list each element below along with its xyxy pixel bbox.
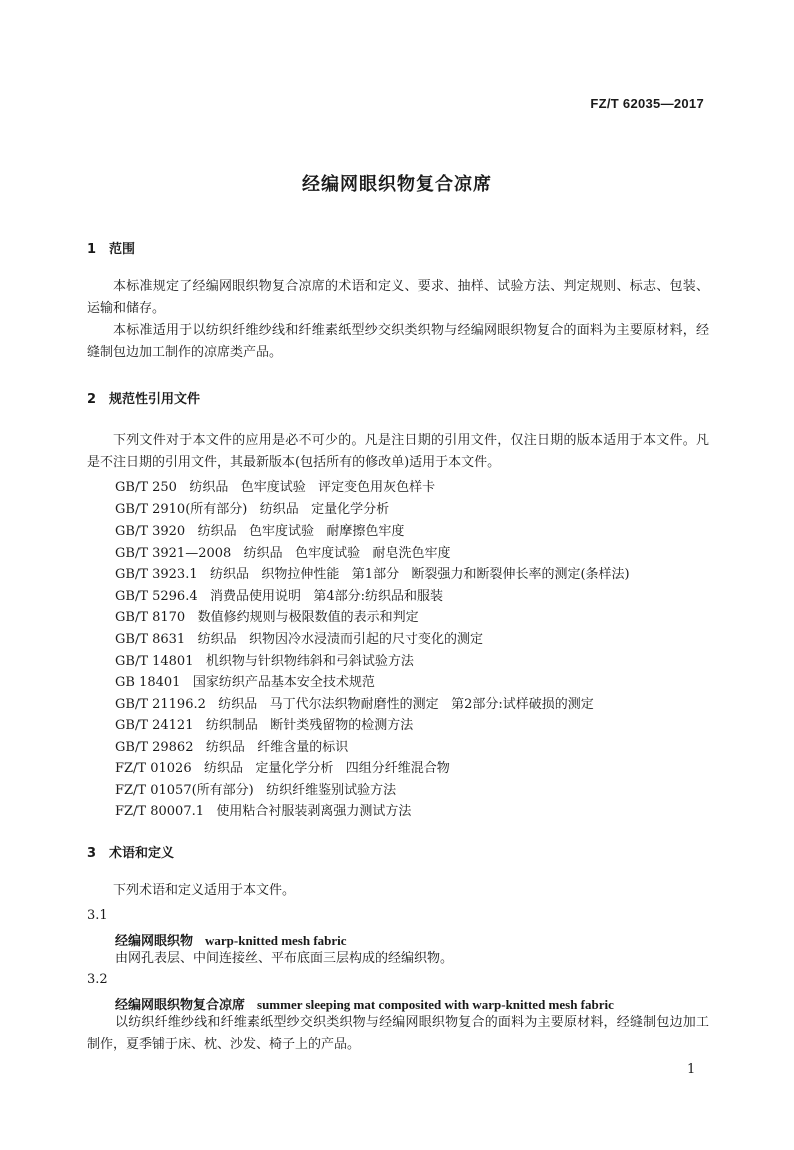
reference-item: FZ/T 80007.1 使用粘合衬服装剥离强力测试方法 <box>115 804 412 819</box>
term-english: summer sleeping mat composited with warp-knitted mesh fabric <box>257 997 614 1012</box>
reference-item: GB/T 3923.1 纺织品 织物拉伸性能 第1部分 断裂强力和断裂伸长率的测定(条样法) <box>115 567 630 582</box>
reference-item: GB/T 2910(所有部分) 纺织品 定量化学分析 <box>115 502 390 517</box>
reference-item: FZ/T 01057(所有部分) 纺织纤维鉴别试验方法 <box>115 783 397 798</box>
section-2-heading <box>87 388 200 407</box>
reference-item: GB 18401 国家纺织产品基本安全技术规范 <box>115 675 375 690</box>
term-number: 3.1 <box>87 908 108 923</box>
section-number: 2 <box>87 392 97 407</box>
scope-paragraph-1: 本标准规定了经编网眼织物复合凉席的术语和定义、要求、抽样、试验方法、判定规则、标志、包装、运输和储存。 <box>87 279 709 316</box>
section-1-heading <box>87 238 135 257</box>
reference-item: GB/T 250 纺织品 色牢度试验 评定变色用灰色样卡 <box>115 480 436 495</box>
reference-item: GB/T 29862 纺织品 纤维含量的标识 <box>115 740 349 755</box>
term-heading <box>115 930 347 949</box>
document-title: 经编网眼织物复合凉席 <box>302 174 492 195</box>
term-definition: 以纺织纤维纱线和纤维素纸型纱交织类织物与经编网眼织物复合的面料为主要原材料，经缝制包边加工制作，夏季铺于床、枕、沙发、椅子上的产品。 <box>87 1015 709 1052</box>
section-number: 1 <box>87 242 97 257</box>
section-title: 规范性引用文件 <box>109 392 201 407</box>
scope-paragraph-2: 本标准适用于以纺织纤维纱线和纤维素纸型纱交织类织物与经编网眼织物复合的面料为主要原材料，经缝制包边加工制作的凉席类产品。 <box>87 323 709 360</box>
term-heading <box>115 994 614 1013</box>
section-title: 范围 <box>109 242 136 257</box>
term-chinese: 经编网眼织物复合凉席 <box>115 998 246 1013</box>
reference-item: GB/T 8631 纺织品 织物因冷水浸渍而引起的尺寸变化的测定 <box>115 632 483 647</box>
section-number: 3 <box>87 846 97 861</box>
reference-item: GB/T 3920 纺织品 色牢度试验 耐摩擦色牢度 <box>115 524 405 539</box>
page-number: 1 <box>687 1062 696 1077</box>
normative-intro: 下列文件对于本文件的应用是必不可少的。凡是注日期的引用文件，仅注日期的版本适用于本文件。凡是不注日期的引用文件，其最新版本(包括所有的修改单)适用于本文件。 <box>87 433 709 470</box>
term-number: 3.2 <box>87 972 108 987</box>
term-chinese: 经编网眼织物 <box>115 934 194 949</box>
reference-item: GB/T 5296.4 消费品使用说明 第4部分:纺织品和服装 <box>115 589 444 604</box>
section-title: 术语和定义 <box>109 846 175 861</box>
reference-item: GB/T 14801 机织物与针织物纬斜和弓斜试验方法 <box>115 654 414 669</box>
reference-item: GB/T 3921—2008 纺织品 色牢度试验 耐皂洗色牢度 <box>115 546 451 561</box>
reference-item: GB/T 8170 数值修约规则与极限数值的表示和判定 <box>115 610 419 625</box>
term-definition: 由网孔表层、中间连接丝、平布底面三层构成的经编织物。 <box>115 951 454 966</box>
terms-intro: 下列术语和定义适用于本文件。 <box>113 883 296 898</box>
reference-item: GB/T 24121 纺织制品 断针类残留物的检测方法 <box>115 718 414 733</box>
reference-item: GB/T 21196.2 纺织品 马丁代尔法织物耐磨性的测定 第2部分:试样破损的测定 <box>115 697 594 712</box>
term-english: warp-knitted mesh fabric <box>205 933 347 948</box>
standard-number: FZ/T 62035—2017 <box>590 96 704 111</box>
section-3-heading <box>87 842 174 861</box>
reference-item: FZ/T 01026 纺织品 定量化学分析 四组分纤维混合物 <box>115 761 450 776</box>
